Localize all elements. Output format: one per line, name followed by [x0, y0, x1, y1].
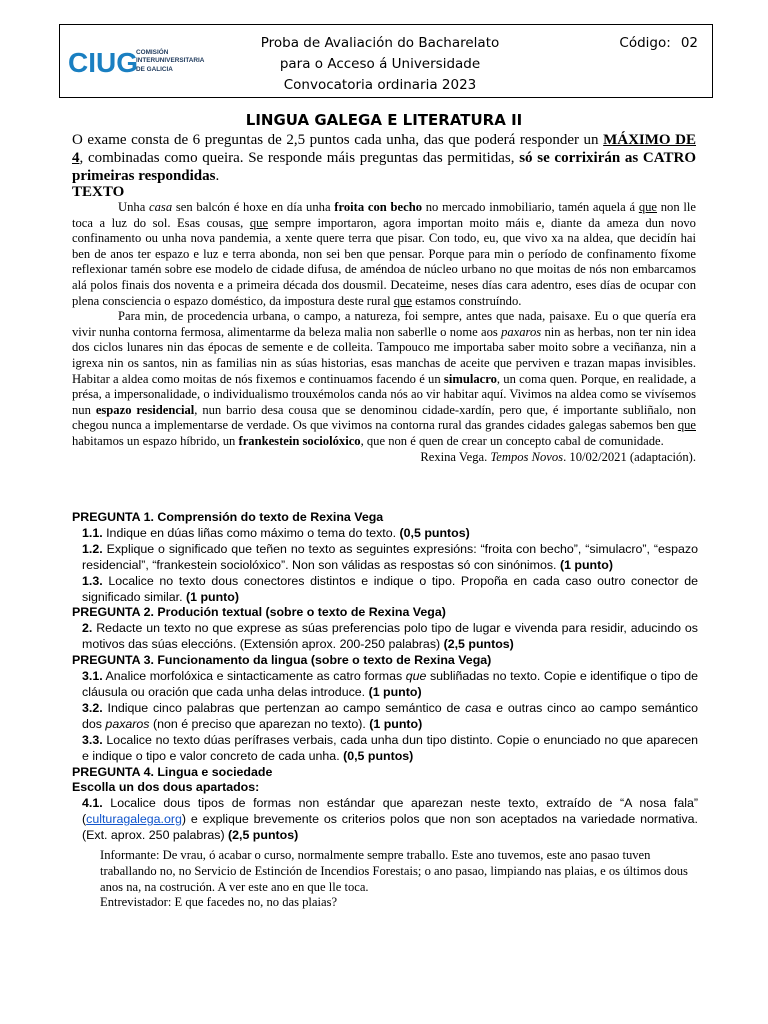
question-subheading: Escolla un dos dous apartados: [72, 780, 260, 795]
text-run: ) e explique brevemente os criterios polos que non son aceptados na variedade normativa. (Ext. aprox. 250 palabras) [82, 812, 698, 843]
text-run: Localice no texto dous conectores distintos e indique o tipo. Propoña en cada caso outro conector de significado similar. [82, 573, 698, 604]
text-run: no mercado inmobiliario, tamén aquela á [422, 200, 639, 214]
logo-text: COMISIÓN INTERUNIVERSITARIA DE GALICIA [136, 49, 205, 73]
text-run: , que non é quen de crear un concepto cabal de comunidade. [360, 433, 664, 448]
question-item [82, 701, 698, 733]
text-run: 1.1. [82, 525, 103, 540]
text-run: que [677, 418, 696, 433]
text-run: . 10/02/2021 (adaptación). [563, 449, 696, 464]
text-paragraph-1 [72, 200, 696, 309]
text-run: non lle toca a luz do sol. Esas cousas, [72, 200, 696, 230]
text-run: e outras cinco ao campo semántico dos [82, 700, 699, 731]
text-run: Redacte un texto no que exprese as súas preferencias polo tipo de lugar e vivenda para residir, aducindo os motivos das súas eleccións. (Extensión aprox. 200-250 palabras) [82, 621, 698, 652]
text-run: espazo residencial [95, 402, 195, 417]
dialog-line: Entrevistador: E que facedes no, no das plaias? [100, 895, 338, 910]
dialog-line: Informante: De vrau, ó acabar o curso, normalmente sempre traballo. Este ano tuvemos, este ano pasao tuven traballando no, no Servicio de Estinción de Incendios Forestais; o ano pasao, limpiando nas plaias, e os últimos dous anos na, na costrución. A ver este ano en que lle toca. [100, 848, 688, 894]
logo-mark: CIUG [68, 47, 138, 78]
text-run: 3.3. [82, 732, 103, 747]
question-heading: PREGUNTA 4. Lingua e sociedade [72, 764, 273, 779]
text-run: Indique cinco palabras que pertenzan ao campo semántico de [102, 700, 466, 715]
text-run: habitamos un espazo híbrido, un [72, 433, 239, 448]
text-run: Indique en dúas liñas como máximo o tema do texto. [102, 525, 400, 540]
code-label: Código: [619, 35, 671, 51]
text-run: 4.1. [82, 796, 103, 811]
question-item [82, 542, 698, 574]
text-run: sen balcón é hoxe en día unha [172, 200, 335, 214]
question-item [82, 669, 698, 701]
text-run: casa [465, 700, 492, 715]
text-run: estamos construíndo. [411, 293, 522, 308]
text-run: Rexina Vega. [420, 449, 491, 464]
header-title [210, 33, 550, 96]
text-run: que [638, 200, 658, 214]
exam-instructions: O exame consta de 6 preguntas de 2,5 puntos cada unha, das que poderá responder un MÁXIMO DE 4, combinadas como queira. Se responde máis preguntas das permitidas, só se corrixirán as CATRO primeiras respondidas. [72, 132, 696, 184]
text-run: 1.2. [82, 541, 103, 556]
question-item [82, 733, 698, 765]
text-source [72, 450, 696, 466]
text-run: que [393, 293, 412, 308]
text-run: Analice morfolóxica e sintacticamente as catro formas [102, 669, 406, 684]
text-run: que [405, 669, 427, 684]
text-run: , un coma quen. Porque, en realidade, a présa, a impersonalidade, o individualismo trouxémolos canda nós ao vir habitar aquí. Vivimos na aldea como se vivísemos nun [72, 371, 696, 417]
text-run: Explique o significado que teñen no texto as seguintes expresións: “froita con becho”, “simulacro”, “espazo residencial”, “frankestein sociolóxico”. Non son válidas as respostas só con sinónimos. [82, 541, 698, 572]
text-run: (2,5 puntos) [228, 828, 299, 843]
text-run: 1.3. [82, 573, 103, 588]
text-run: (1 punto) [559, 557, 613, 572]
text-run: 2. [82, 621, 93, 636]
text-run: paxaros [105, 716, 150, 731]
page-title: LINGUA GALEGA E LITERATURA II [245, 111, 523, 129]
exam-header [59, 24, 713, 98]
question-item [82, 796, 698, 844]
text-run: , nun barrio desa cousa que se denominou cidade-xardín, pero que, é importante subliñalo, non chegou nunca a implementarse de verdade. Os que vivimos na contorna rural das grandes cidades galegas sabemos ben [72, 402, 696, 433]
text-run: (0,5 puntos) [399, 525, 470, 540]
text-run: Para min, de procedencia urbana, o campo, a natureza, foi sempre, antes que nada, paisaxe. Eu o que quería era vivir nunha contorna fermosa, alimentarme da beleza malia non saberlle o nome aos [72, 309, 696, 339]
text-run: (non é preciso que aparezan no texto). [149, 716, 370, 731]
text-run: froita con becho [334, 200, 423, 214]
text-run: 3.1. [82, 669, 103, 684]
text-run: Localice dous tipos de formas non estándar que aparezan neste texto, extraído de “A nosa fala” ( [82, 796, 698, 827]
dialog-excerpt [100, 848, 698, 911]
text-paragraph-2 [72, 309, 696, 449]
text-run: que [249, 215, 269, 230]
question-heading: PREGUNTA 2. Produción textual (sobre o texto de Rexina Vega) [72, 605, 446, 620]
question-heading: PREGUNTA 1. Comprensión do texto de Rexina Vega [72, 510, 384, 524]
exam-code [619, 33, 698, 54]
text-run: (0,5 puntos) [343, 748, 414, 763]
text-run: subliñadas no texto. Copie e identifique o tipo de cláusula ou oración que cada unha delas introduce. [82, 669, 698, 699]
header-line-3: Convocatoria ordinaria 2023 [283, 77, 477, 93]
text-run: (1 punto) [369, 716, 423, 731]
source-link[interactable]: culturagalega.org [86, 812, 182, 827]
text-run: (1 punto) [368, 684, 422, 699]
text-run: sempre importaron, agora importan moito máis e, diante da ameza dun novo confinamento ou unha nova pandemia, a xente quere terra que pisar. Con todo, eu, que vivo xa na aldea, que decidín hai ben de anos ter espazo e luz e terra abonda, non sei ben que pensar. Porque para min o período de confinamento fíxome reflexionar tamén sobre ese modelo de cidade difusa, de améndoa de núcleo urbano no que moitas de nós non embarcamos alá polos finais dos noventa e a primeira década dos dousmil. Decateime, neses días cara adentro, eses días de ocupar con plena consciencia o espazo doméstico, da impostura deste rural [72, 215, 696, 308]
text-run: casa [149, 200, 173, 214]
reading-text [72, 200, 696, 465]
text-run: Unha [118, 200, 150, 214]
text-run: Tempos Novos [490, 449, 564, 464]
text-run: nin as herbas, non ter nin idea dos ciclos lunares nin das épocas de semente e de colleita. Tampouco me importaba saber moito sobre a veciñanza, nin a igrexa nin os santos, nin as familias nin as súas historias, esas manchas de aceite que perviven e trazan mapas invisibles. Habitar a aldea como moitas de nós fixemos e continuamos facendo é un [72, 324, 696, 386]
text-label: TEXTO [72, 184, 125, 200]
text-run: 3.2. [82, 700, 103, 715]
question-item [82, 621, 698, 653]
code-value: 02 [680, 35, 698, 51]
text-run: Localice no texto dúas perífrases verbais, cada unha dun tipo distinto. Copie o enunciado no que aparecen e indique o tipo e valor concreto de cada unha. [82, 732, 698, 763]
question-item [82, 574, 698, 606]
text-run: (2,5 puntos) [443, 637, 514, 652]
question-item [82, 526, 698, 542]
questions-section [72, 510, 698, 911]
text-run: simulacro [443, 371, 497, 386]
text-run: frankestein sociolóxico [238, 433, 361, 448]
text-run: (1 punto) [185, 589, 239, 604]
header-line-1: Proba de Avaliación do Bacharelato [260, 35, 500, 51]
question-heading: PREGUNTA 3. Funcionamento da lingua (sobre o texto de Rexina Vega) [72, 653, 492, 668]
text-run: paxaros [501, 324, 542, 339]
header-line-2: para o Acceso á Universidade [279, 56, 481, 72]
